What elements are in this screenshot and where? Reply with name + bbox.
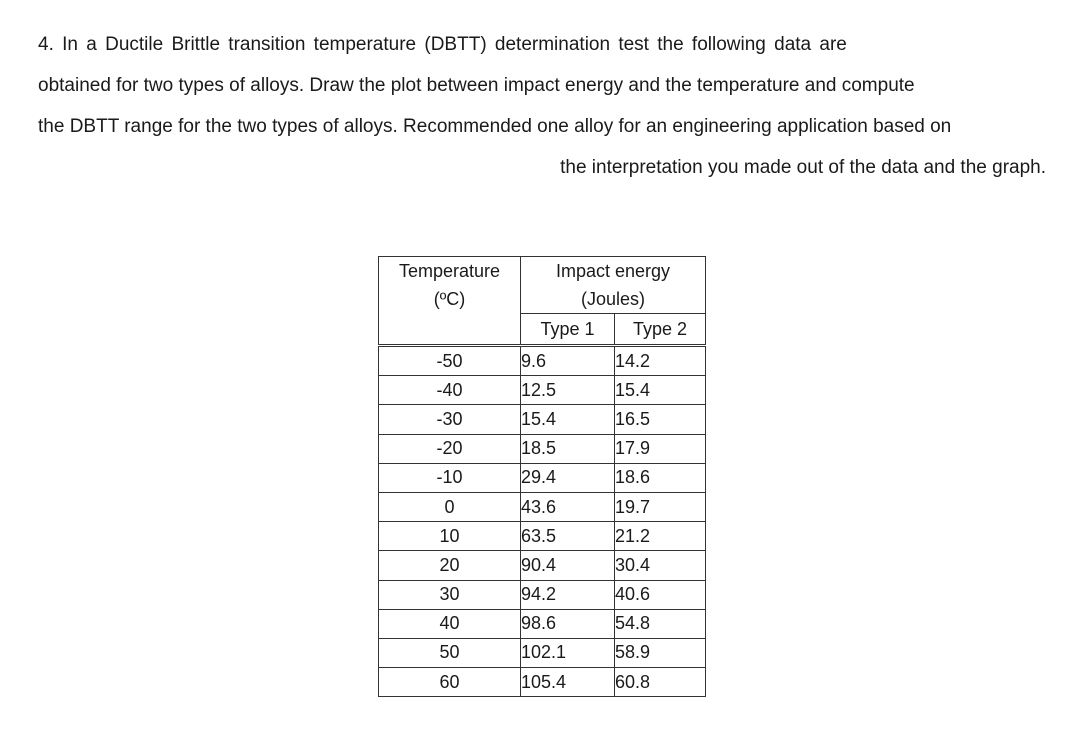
type1-energy-cell: 102.1 — [521, 638, 615, 667]
temperature-cell: 20 — [379, 551, 521, 580]
table-row — [379, 492, 706, 521]
table-row — [379, 346, 706, 376]
type1-energy-cell: 105.4 — [521, 668, 615, 697]
table-row — [379, 463, 706, 492]
type1-header: Type 1 — [521, 314, 615, 346]
type2-header: Type 2 — [615, 314, 706, 346]
type1-energy-cell: 9.6 — [521, 346, 615, 376]
type2-energy-cell: 18.6 — [615, 463, 706, 492]
type2-energy-cell: 16.5 — [615, 405, 706, 434]
table-row — [379, 580, 706, 609]
table-row — [379, 638, 706, 667]
table-row — [379, 522, 706, 551]
type2-energy-cell: 19.7 — [615, 492, 706, 521]
table-row — [379, 609, 706, 638]
type1-energy-cell: 18.5 — [521, 434, 615, 463]
type1-energy-cell: 43.6 — [521, 492, 615, 521]
temperature-cell: 60 — [379, 668, 521, 697]
type2-energy-cell: 21.2 — [615, 522, 706, 551]
question-line-1: 4. In a Ductile Brittle transition temperature (DBTT) determination test the following data are — [38, 34, 847, 55]
question-line-3: the DBTT range for the two types of alloys. Recommended one alloy for an engineering application based on — [38, 116, 952, 137]
data-table — [378, 256, 706, 697]
type1-energy-cell: 98.6 — [521, 609, 615, 638]
table-row — [379, 405, 706, 434]
temperature-cell: -10 — [379, 463, 521, 492]
type1-energy-cell: 63.5 — [521, 522, 615, 551]
type1-energy-cell: 90.4 — [521, 551, 615, 580]
type2-energy-cell: 60.8 — [615, 668, 706, 697]
table-row — [379, 551, 706, 580]
type1-energy-cell: 15.4 — [521, 405, 615, 434]
impact-energy-header-unit: (Joules) — [580, 289, 646, 309]
temperature-cell: 30 — [379, 580, 521, 609]
temperature-cell: -30 — [379, 405, 521, 434]
temperature-header — [379, 257, 521, 346]
temperature-cell: -50 — [379, 346, 521, 376]
type2-energy-cell: 40.6 — [615, 580, 706, 609]
temperature-cell: 50 — [379, 638, 521, 667]
table-body — [379, 346, 706, 697]
impact-energy-header-label: Impact energy — [555, 261, 671, 281]
type2-energy-cell: 14.2 — [615, 346, 706, 376]
temperature-header-label: Temperature — [398, 261, 501, 281]
type2-energy-cell: 15.4 — [615, 376, 706, 405]
temperature-cell: 40 — [379, 609, 521, 638]
question-line-4: the interpretation you made out of the data and the graph. — [560, 157, 1046, 178]
impact-energy-header — [521, 257, 706, 314]
temperature-cell: -20 — [379, 434, 521, 463]
question-text — [38, 24, 1046, 188]
temperature-cell: -40 — [379, 376, 521, 405]
temperature-header-unit: (ºC) — [433, 289, 466, 309]
type2-energy-cell: 54.8 — [615, 609, 706, 638]
table-row — [379, 376, 706, 405]
type1-energy-cell: 29.4 — [521, 463, 615, 492]
table-row — [379, 668, 706, 697]
type1-energy-cell: 12.5 — [521, 376, 615, 405]
table-row — [379, 434, 706, 463]
temperature-cell: 10 — [379, 522, 521, 551]
type2-energy-cell: 30.4 — [615, 551, 706, 580]
type1-energy-cell: 94.2 — [521, 580, 615, 609]
question-line-2: obtained for two types of alloys. Draw the plot between impact energy and the temperature and compute — [38, 75, 915, 96]
type2-energy-cell: 58.9 — [615, 638, 706, 667]
temperature-cell: 0 — [379, 492, 521, 521]
type2-energy-cell: 17.9 — [615, 434, 706, 463]
